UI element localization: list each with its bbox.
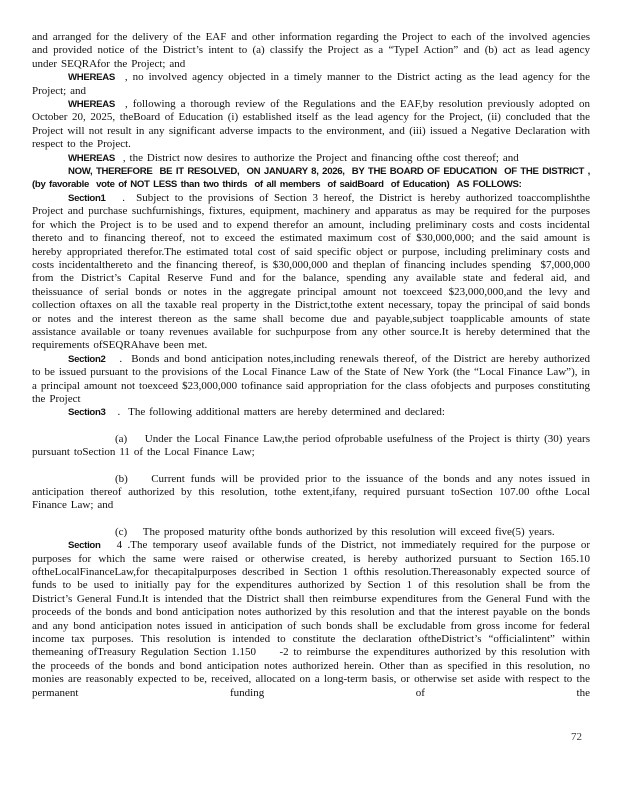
text-run: . The following additional matters are hereby determined and declared: — [105, 406, 445, 419]
bold-text-run: Section3 — [68, 407, 106, 419]
paragraph — [32, 526, 590, 539]
paragraph — [32, 432, 594, 460]
text-run: , no involved agency objected in a timely manner to the District acting as the lead agency for the Project; and — [32, 71, 594, 97]
paragraph — [32, 152, 590, 165]
text-run: . Bonds and bond anticipation notes,including renewals thereof, of the District are hereby authorized to be issued pursuant to the provisions of the Local Finance Law of the State of New York (the “Local Finance Law”), in a principal amount not toexceed $23,000,000 tofinance said appropriation for the class ofobjects and purposes constituting the Project — [32, 352, 594, 405]
paragraph — [32, 98, 594, 152]
paragraph — [32, 71, 594, 98]
text-run: (a) Under the Local Finance Law,the period ofprobable usefulness of the Project is thirty (30) years pursuant toSection 11 of the Local Finance Law; — [32, 432, 594, 459]
bold-text-run: NOW, THEREFORE BE IT RESOLVED, ON JANUARY 8, 2026, BY THE BOARD OF EDUCATION OF THE DISTRICT , (by favorable vote of NOT LESS than two thirds of all members of saidBoard of Education) AS FOLLOWS: — [32, 166, 594, 191]
text-run: 4 .The temporary useof available funds of the District, not immediately required for the purpose or purposes for which the same were raised or otherwise created, is hereby authorized pursuant to Section 165.10 oftheLocalFinanceLaw,for thecapitalpurposes described in Section 1 ofthis resolution.Thereasonably expected source of funds to be used to initially pay for the expenditures authorized by Section 1 of this resolution shall be from the District’s General Fund.It is intended that the District shall then reimburse expenditures from the General Fund with the proceeds of the bonds and bond anticipation notes authorized by this resolution and that the interest payable on the bonds and any bond anticipation notes issued in anticipation of such bonds shall be excludable from gross income for federal income tax purposes. This resolution is intended to constitute the declaration oftheDistrict’s “officialintent” within themeaning ofTreasury Regulation Section 1.150 -2 to reimburse the expenditures authorized by this resolution with the proceeds of the bonds and bond anticipation notes authorized herein. Other than as specified in this resolution, no monies are reasonably expected to be, received, allocated on a long-term basis, or otherwise set aside with respect to the permanent funding of the — [32, 539, 594, 699]
paragraph — [32, 472, 594, 513]
text-run: , the District now desires to authorize the Project and financing ofthe cost thereof; and — [114, 151, 519, 164]
text-run: , following a thorough review of the Regulations and the EAF,by resolution previously adopted on October 20, 2025, theBoard of Education (i) established itself as the lead agency for the Project, (ii) concluded that the Project will not result in any significant adverse impacts to the environment, and (iii) issued a Negative Declaration with respect to the Project. — [32, 98, 594, 151]
text-run: and arranged for the delivery of the EAF and other information regarding the Project to each of the involved agencies and provided notice of the District’s intent to (a) classify the Project as a “TypeI Action” and (b) act as lead agency under SEQRAfor the Project; and — [32, 31, 594, 70]
bold-text-run: Section2 — [68, 353, 106, 365]
text-run: (c) The proposed maturity ofthe bonds authorized by this resolution will exceed five(5) years. — [115, 525, 555, 538]
document-body — [32, 31, 594, 700]
page-number: 72 — [571, 731, 582, 743]
text-run: (b) Current funds will be provided prior to the issuance of the bonds and any notes issued in anticipation thereof authorized by this resolution, tothe extent,ifany, required pursuant toSection 107.00 ofthe Local Finance Law; and — [32, 472, 594, 512]
text-run: . Subject to the provisions of Section 3 hereof, the District is hereby authorized toaccomplishthe Project and purchase suchfurnishings, fixtures, equipment, machinery and apparatus as may be required for the purposes for which the Project is to be used and to expend therefor an amount, including preliminary costs and costs incidental thereto and to financing thereof, not to exceed the estimated maximum cost of $30,000,000; and the said amount is hereby appropriated therefor.The estimated total cost of said specific object or purpose, including preliminary costs and costs incidentalthereto and the financing thereof, is $30,000,000 and theplan of financing includes spending $7,000,000 from the District’s Capital Reserve Fund and for the balance, spending any available state and federal aid, and theissuance of serial bonds or notes in the aggregate principal amount not toexceed $23,000,000,and the levy and collection oftaxes on all the taxable real property in the District,tothe extent necessary, topay the principal of said bonds or notes and the interest thereon as the same shall become due and payable,subject toapplicable amounts of state assistance available or toany revenues available for suchpurpose from any other source.It is hereby determined that the requirements ofSEQRAhave been met. — [32, 191, 594, 352]
bold-text-run: Section1 — [68, 192, 106, 204]
bold-text-run: WHEREAS — [68, 72, 115, 84]
paragraph — [32, 165, 594, 192]
bold-text-run: WHEREAS — [68, 99, 115, 111]
bold-text-run: Section — [68, 540, 101, 552]
bold-text-run: WHEREAS — [68, 152, 115, 164]
paragraph — [32, 31, 594, 71]
paragraph — [32, 539, 594, 700]
paragraph — [32, 191, 594, 353]
paragraph — [32, 406, 590, 419]
paragraph — [32, 352, 594, 407]
